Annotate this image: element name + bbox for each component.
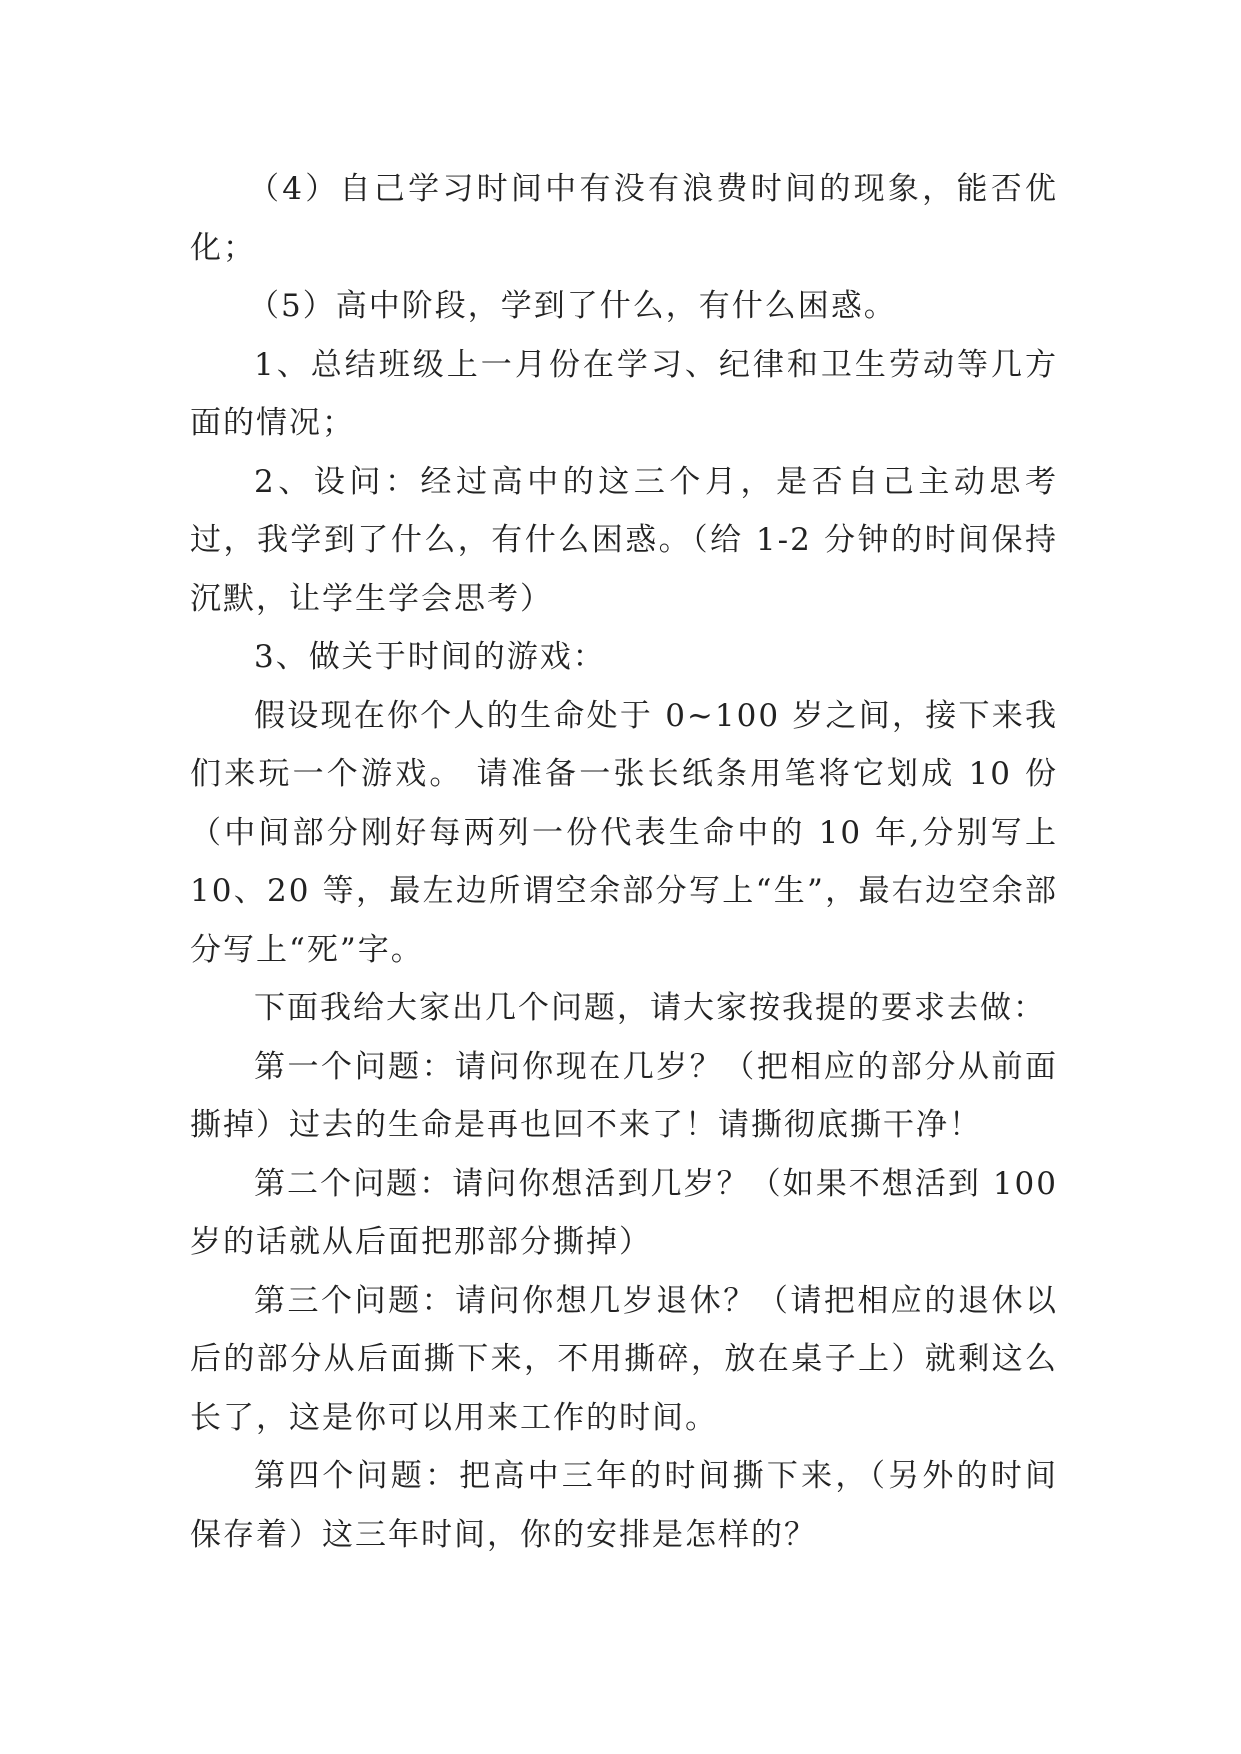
document-body (190, 160, 1058, 1564)
paragraph-game-setup: 假设现在你个人的生命处于 0~100 岁之间，接下来我们来玩一个游戏。 请准备一张长纸条用笔将它划成 10 份（中间部分刚好每两列一份代表生命中的 10 年,分别写上 10、20 等，最左边所谓空余部分写上“生”，最右边空余部分写上“死”字。 (190, 697, 1058, 968)
paragraph-step-3: 3、做关于时间的游戏： (254, 639, 606, 675)
paragraph-step-1: 1、总结班级上一月份在学习、纪律和卫生劳动等几方面的情况； (190, 346, 1058, 441)
paragraph-fourth-question: 第四个问题：把高中三年的时间撕下来，（另外的时间保存着）这三年时间，你的安排是怎样的？ (190, 1458, 1058, 1553)
paragraph-instructions: 下面我给大家出几个问题，请大家按我提的要求去做： (254, 990, 1046, 1026)
paragraph-third-question: 第三个问题：请问你想几岁退休？（请把相应的退休以后的部分从后面撕下来，不用撕碎，放在桌子上）就剩这么长了，这是你可以用来工作的时间。 (190, 1282, 1058, 1436)
paragraph-step-2: 2、设问：经过高中的这三个月，是否自己主动思考过，我学到了什么，有什么困惑。（给 1-2 分钟的时间保持沉默，让学生学会思考） (190, 463, 1058, 617)
paragraph-first-question: 第一个问题：请问你现在几岁？（把相应的部分从前面撕掉）过去的生命是再也回不来了！请撕彻底撕干净！ (190, 1048, 1058, 1143)
paragraph-second-question: 第二个问题：请问你想活到几岁？（如果不想活到 100 岁的话就从后面把那部分撕掉） (190, 1165, 1058, 1260)
paragraph-question-5: （5）高中阶段，学到了什么，有什么困惑。 (248, 288, 897, 324)
paragraph-question-4: （4）自己学习时间中有没有浪费时间的现象，能否优化； (190, 171, 1058, 266)
